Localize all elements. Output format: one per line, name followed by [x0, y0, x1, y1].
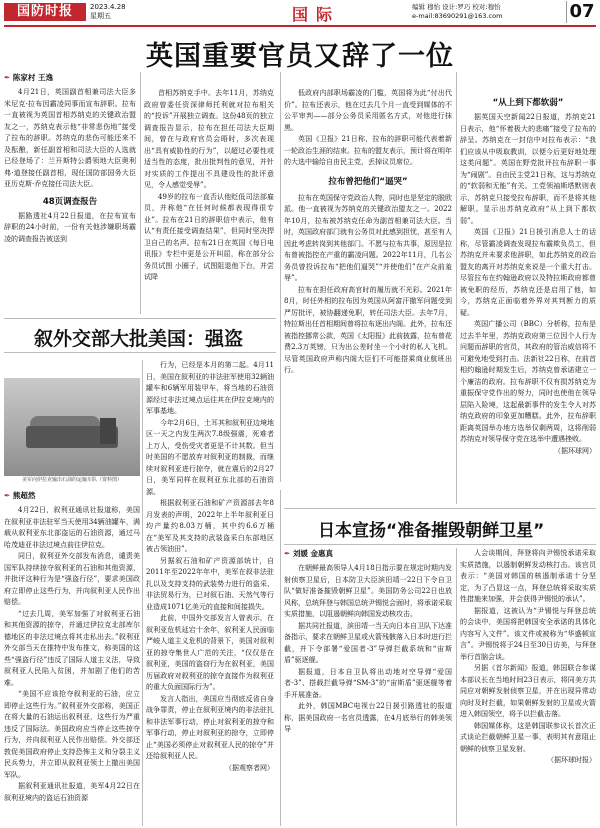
article3-title: 日本宣扬“准备摧毁朝鲜卫星”: [318, 521, 545, 541]
paragraph: 在朝鲜最高领导人4月18日指示要在规定时期内发射侦察卫星后，日本防卫大臣滨田靖一22日下令自卫队“做好准备摧毁朝鲜卫星”。美国防务公司22日也放风称，总统拜登与韩国总统尹锡悦会面时，将承诺采取实质措施，以阻遏朝鲜向韩国发动核攻击。: [284, 564, 452, 618]
section-divider: [284, 508, 596, 509]
cab-shape: [100, 418, 116, 444]
paragraph: 拉布在担任政府高官时的履历就不光彩。2021年8月，时任外相的拉布因为英国从阿富汗撤军问题受到严厉批评，被协翻递免职，转任司法大臣。去年7月，特拉斯出任首相期间曾将拉布逐出内阁。此外，拉布还被指控挪常公款，英国《太阳报》此前披露，拉布曾花费2.3万英镑，只为出公差时坐一个小时的私人飞机。尽管英国政府声称内阁大臣们不可能搭乘商业航班出行。: [284, 285, 452, 374]
article2-title: 叙外交部大批美国：强盗: [34, 328, 244, 350]
paragraph: 行为，已经是本月的第二起。4月11日，美国在叙利亚的非法驻军使用32辆油罐车和6辆军用装甲车，将当地的石油资源经过非法过境点运往其在伊拉克境内的军事基地。: [146, 361, 274, 415]
paragraph: 英国广播公司（BBC）分析称，拉布是过去半年里，苏纳克政府第三位因个人行为问题而辞职的官员，其政府的管治威信将不可避免地受到打击。法新社22日称，在前首相约翰逊时期发生后，苏纳克曾承诺建立一个廉洁的政府。拉布辞职不仅有损苏纳克为重振保守党作出的努力，同时也使他在领导层陷入险境，这起最新事件的发生令人对苏纳克政府的印象更加糟糕。此外，拉布辞职距离英国举办地方选举仅剩两周，这将削弱苏纳克对领导保守党在选举中遭遇挫败。: [460, 320, 596, 443]
article2-column2: [146, 360, 274, 826]
weekday-text: 星期五: [90, 12, 111, 20]
paragraph: “美国不应该抢夺叙利亚的石油，应立即停止这些行为。”叙利亚外交部称，美国正在将大量的石油运出叙利亚，这些行为严重违反了国际法。美国政府应当停止这些掠夺行为，并向叙利亚人民作出赔偿。外交部还敦促美国政府停止支持恐怖主义和分裂主义民兵势力，并立即从叙利亚领土上撤出美国军队。: [4, 690, 140, 779]
article1-column3: [284, 88, 452, 486]
pen-icon: ✒: [284, 549, 291, 558]
paragraph: 据报道，这被认为“尹锡悦与拜登总统的会谈中，美国将把韩国安全承诺的具体化内容写入文件”。该文件或被称为“华盛顿宣言”。尹锡悦将于24日至30日访美，与拜登举行首脑会谈。: [460, 606, 596, 661]
column-divider: [456, 548, 457, 826]
paragraph: 拉布在英国保守党政治人物，同时也是坚定的脱欧派。他一直被视为苏纳克的关键政治盟友之一。2022年10月，拉布被苏纳克任命为副首相兼司法大臣。当时，英国政府部门就有公务员对此感到担忧，甚至有人因此考虑转岗到其他部门。不愿与拉布共事，原因是拉布曾被指控在产重的霸凌问题。2022年11月，几名公务员曾投诉拉布“把他们逼哭”“并使他们”在产众前羞辱”。: [284, 193, 452, 282]
paragraph: 人会谈期间，拜登将向尹锡悦承诺采取实质措施，以遏制朝鲜发动核打击。该官员表示：“美国对韩国的核遏制承诺十分坚定，为了凸显这一点，拜登总统将采取实质性措施来加强，并会获得尹锡悦的承认”。: [460, 549, 596, 603]
paragraph: 发言人指出，美国应当彻底反省自身战争罪责，停止在叙利亚境内的非法驻扎和非法军事行动，停止对叙利亚的掠夺和军事行动，停止对叙利亚的掠夺，立即停止“美国必须停止对叙利亚人民的掠夺”并还给叙利亚人民。: [146, 694, 274, 760]
column-divider: [456, 72, 457, 504]
photo-caption: 美军向伊拉克输出石油的运输车队（资料图）: [21, 477, 122, 483]
column-divider: [140, 72, 141, 314]
column-divider: [142, 360, 143, 826]
article1-byline: [4, 72, 136, 83]
column-divider: [280, 490, 281, 826]
subheading: 拉布曾把他们“逼哭”: [328, 176, 408, 187]
article1-column2: [144, 88, 274, 314]
byline-name: 刘媛 金惠真: [292, 549, 334, 558]
paragraph: 另据叙石油和矿产资源部统计，自2011年至2022年年中，美军在叙非法驻扎以及支持支持的武装势力进行的盗采、非法贸易行为，已对叙石油、天然气等行业造成1071亿美元的直接和间接损失。: [146, 556, 274, 611]
article1-column4: [460, 96, 596, 510]
byline-name: 陈家村 王逸: [12, 73, 54, 82]
article2-byline: [4, 490, 140, 501]
paragraph: “过去几周，美军加强了对叙利亚石油和其他资源的掠夺，并通过伊拉克北部库尔德地区的非法过境点将其走私出去。”叙利亚外交部当天在推特中发布推文，称美国的这些“强盗行径”违反了国际人道主义法，导致叙利亚人民陷入贫困，并加剧了他们的苦难。: [4, 609, 140, 687]
paragraph: 4月22日，叙利亚通讯社报道称，美国在叙利亚非法驻军当天使用34辆油罐车，满载从叙利亚东北部盗运的石油资源，通过马哈茂迪亚非法过境点前往伊拉克。: [4, 506, 140, 549]
article3-credit: （据环球时报）: [547, 756, 596, 764]
section-title: 国际: [292, 5, 341, 24]
paragraph: 今年2月6日，土耳其和叙利亚边境地区一天之内发生两次7.8级强震，死难者上万人，受伤受灾者更是不计其数。但当时美国的不愿放弃对叙利亚的制裁，而继续对叙利亚进行掠夺，就在震后的2月27日，美军同样在叙利亚东北部的石油资源。: [146, 418, 274, 496]
section-divider: [4, 352, 276, 353]
section-divider: [4, 318, 276, 319]
paragraph: 英国《卫报》21日援引消息人士的话称，尽管霸凌调查发现拉布霸欺负员工，但苏纳克并未要求他辞职，如此苏纳克的政治盟友的离开对苏纳克来说是一个重大打击。尽管拉布在约翰逊政府以及特拉斯政府都曾被免职的经历，苏纳克还是启用了他，如今，苏纳克正面临着外界对其判断力的质疑。: [460, 228, 596, 317]
paragraph: 低政府内部职场霸凌的门槛，英国将为此“付出代价”。拉布还表示，他在过去几个月一直受到媒体的不公平审判——部分公务员采用匿名方式，对他进行抹黑。: [284, 89, 452, 132]
paragraph: 据路透社4月22日报道，在拉布宣布辞职的24小时前，一份有关他涉嫌职场霸凌的调查报告被送到: [4, 211, 136, 243]
paragraph: 根据叙利亚石油和矿产资源部去年8月发表的声明，2022年上半年叙利亚日均产量约8.03万桶，其中约6.6万桶在“美军及其支持的武装盗采白东部地区被占领油田”。: [146, 499, 274, 553]
article3-column2: [460, 548, 596, 826]
paragraph: 首相苏纳克手中。去年11月，苏纳克政府曾委任资深律师托利就对拉布相关的“投诉”开展独立调查。这份48页的独立调查报告显示，拉布在担任司法大臣期间，曾在与政府官员会晤时，多次表现出“具有威胁性的行为”，以超过必要性或适当性的态度，批出批判性的意见，并针对实质的工作提出不具建设性的批评意见，令人感觉受辱”。: [144, 89, 274, 189]
paragraph: 英国《卫报》21日称，拉布的辞职可能代表着新一轮政治生涯的结束。拉布的盟友表示，预计将在明年的大选中输给自由民主党，丢掉议员席位。: [284, 135, 452, 166]
paragraph: 据叙利亚通讯社报道，美军4月22日在叙利亚境内的盗运石油资源: [4, 782, 140, 802]
newspaper-logo: 国防时报: [4, 3, 86, 21]
paragraph: 另据《首尔新闻》报道，韩国联合参谋本部议长在当地时间23日表示，将同美方共同应对朝鲜发射侦察卫星，并在出现异常动向时及时拦截，如果朝鲜发射的卫星或火箭进入韩国领空，将予以拦截击落。: [460, 664, 596, 718]
main-headline: 英国重要官员又辞了一位: [146, 41, 454, 72]
byline-name: 熊超然: [12, 491, 36, 500]
article2-column1: [4, 490, 140, 826]
paragraph: 此外，韩国MBC电视台22日援引路透社的报道称，据美国政府一名官员透露，在4月底举行的韩美领导: [284, 702, 452, 733]
subheading: 48页调查报告: [42, 196, 98, 207]
article1-column1: [4, 72, 136, 314]
article1-credit: （据环球网）: [554, 446, 596, 455]
paragraph: 此前，中国外交部发言人曾表示，在叙利亚危机延宕十余年，叙利亚人民面临严峻人道主义危机的背景下，美国对叙利亚的掠夺集世人广范的关注，“仅仅是在叙利亚，美国的盗窃行为在叙利亚，美国历届政府对叙利亚的掠夺直接作为叙利亚的重大负面国际行为”。: [146, 614, 274, 691]
paragraph: 4月21日，英国副首相兼司法大臣多米尼克·拉布因霸凌同事而宣布辞职。拉布一直被视为英国首相苏纳克的关键政治盟友之一，苏纳克表示他“非常悲伤地”接受了拉布的辞职。苏纳克的悲伤可能还来不及酝酿，新任副首相和司法大臣的人选就已经登场了：兰开斯特公爵领地大臣奥利弗·道登接任副首相，现任国防部国务大臣亚历克斯·乔克接任司法大臣。: [4, 88, 136, 188]
editor-contact: [412, 3, 502, 21]
pen-icon: ✒: [4, 73, 11, 82]
article2-credit: （据观察者网）: [225, 763, 274, 772]
date-text: 2023.4.28: [90, 3, 126, 11]
paragraph: 据报道，日本自卫队将出动地对空导弹“爱国者-3”、搭载拦截导弹“SM-3”的“宙斯盾”驱逐舰等着手开展准备。: [284, 667, 452, 699]
section-divider: [284, 544, 596, 545]
masthead-rule: [4, 25, 596, 27]
article3-column1: [284, 548, 452, 826]
editor-line: 编辑 穆怡 设计:罗巧 校对:穆怡: [412, 3, 501, 11]
subheading: “从上到下都软弱”: [492, 98, 564, 108]
paragraph: 韩国媒体称，这是韩国联参议长首次正式谈论拦截朝鲜卫星一事，表明其有意阻止朝鲜的侦察卫星发射。: [460, 721, 596, 753]
paragraph: 据英国天空新闻22日报道，苏纳克21日表示，他“怀着极大的悲痛”接受了拉布的辞呈。苏纳克在一封信中对拉布表示：“我们应该从中吸取教训，以便今后更好地处理这类问题”。英国在野党批评拉布辞职一事为“闹剧”。自由民主党21日称，这与苏纳克的“软弱和无能”有关。工党领袖斯塔默则表示，苏纳克只接受拉布辞职，而不是将其他解职。显示出苏纳克政府“从上到下都软弱”。: [460, 113, 596, 225]
paragraph: 据共同社报道，滨田靖一当天向日本自卫队下达准备指示，要求在朝鲜卫星或火箭残骸落入日本时进行拦截，并下令部署“爱国者-3”导弹拦截系统和“宙斯盾”驱逐舰。: [284, 621, 452, 664]
issue-date: [90, 3, 126, 21]
page-number: 07: [566, 1, 597, 23]
paragraph: 同日，叙利亚外交部发布消息，谴责美国军队持续掠夺叙利亚的石油和其他资源，并批评这种行为是“强盗行径”，要求美国政府立即停止这些行为，并向叙利亚人民作出赔偿。: [4, 552, 140, 606]
article3-byline: [284, 548, 452, 559]
paragraph: 49岁的拉布一直否认他贬低司法部雇员，并称他“在任何时候都表现得很专业”。拉布在21日的辞职信中表示，他有认“有责任接受调查结果”，但同时坚决捍卫自己的名声。拉布21日在英国《每日电讯报》专栏中更是公开叫屈，称在部分公务员试图 小圈子，试图阻退他下台，并尝试降: [144, 192, 274, 281]
oil-truck-photo: [4, 378, 140, 476]
masthead: [0, 0, 600, 25]
email-line: e-mail:83690291@163.com: [412, 12, 503, 20]
pen-icon: ✒: [4, 491, 11, 500]
column-divider: [280, 72, 281, 482]
